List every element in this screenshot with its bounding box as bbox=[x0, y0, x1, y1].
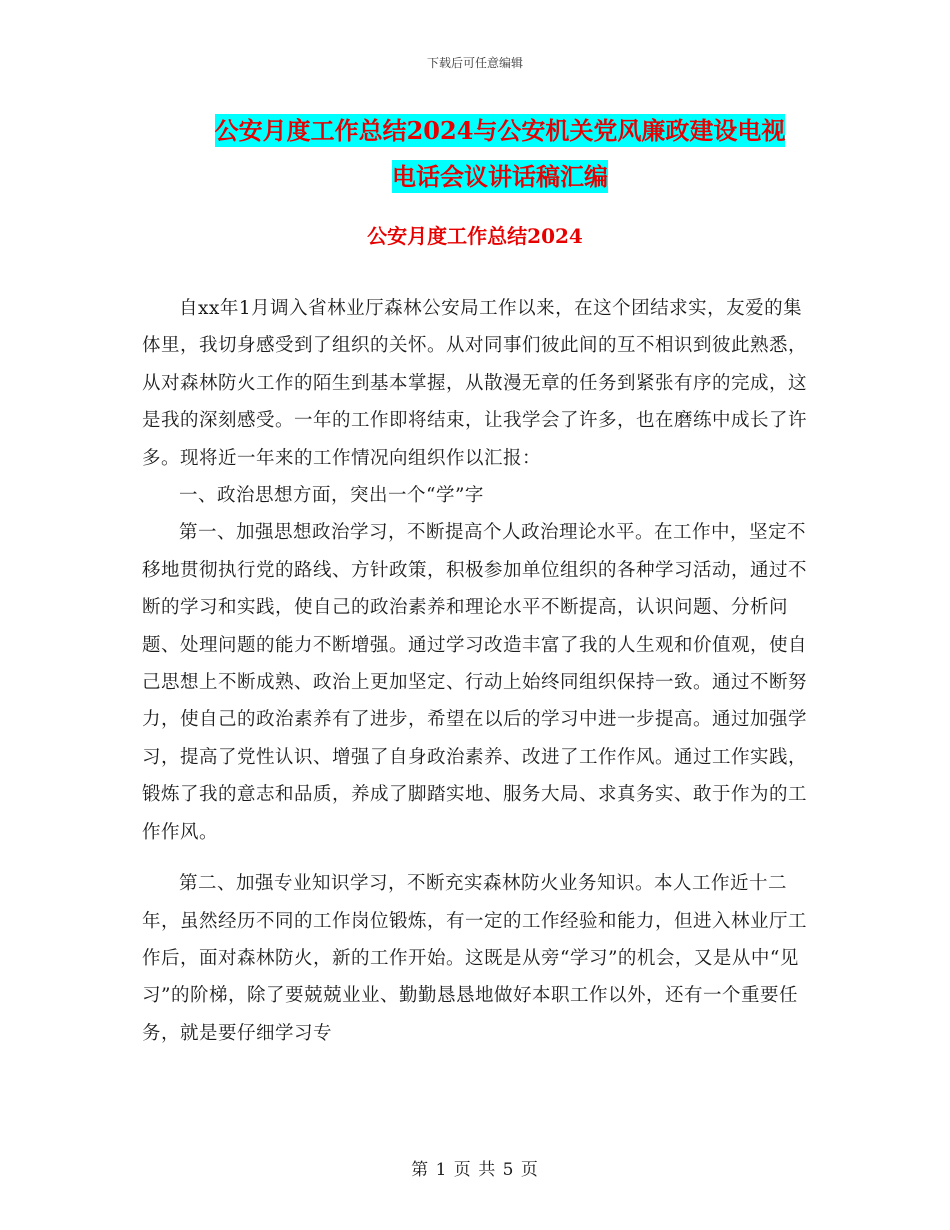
paragraph-second: 第二、加强专业知识学习，不断充实森林防火业务知识。本人工作近十二年，虽然经历不同的工作岗位锻炼，有一定的工作经验和能力，但进入林业厅工作后，面对森林防火，新的工作开始。这既是从旁“学习”的机会，又是从中“见习”的阶梯，除了要兢兢业业、勤勤恳恳地做好本职工作以外，还有一个重要任务，就是要仔细学习专 bbox=[142, 873, 808, 1044]
paragraph-intro: 自xx年1月调入省林业厅森林公安局工作以来，在这个团结求实，友爱的集体里，我切身感受到了组织的关怀。从对同事们彼此间的互不相识到彼此熟悉，从对森林防火工作的陌生到基本掌握，从散漫无章的任务到紧张有序的完成，这是我的深刻感受。一年的工作即将结束，让我学会了许多，也在磨练中成长了许多。现将近一年来的工作情况向组织作以汇报： bbox=[142, 298, 808, 469]
section-subtitle: 公安月度工作总结2024 bbox=[367, 224, 583, 248]
document-title bbox=[150, 108, 850, 200]
title-line-1: 公安月度工作总结2024与公安机关党风廉政建设电视 bbox=[214, 116, 786, 145]
paragraph-first: 第一、加强思想政治学习，不断提高个人政治理论水平。在工作中，坚定不移地贯彻执行党的路线、方针政策，积极参加单位组织的各种学习活动，通过不断的学习和实践，使自己的政治素养和理论水平不断提高，认识问题、分析问题、处理问题的能力不断增强。通过学习改造丰富了我的人生观和价值观，使自己思想上不断成熟、政治上更加坚定、行动上始终同组织保持一致。通过不断努力，使自己的政治素养有了进步，希望在以后的学习中进一步提高。通过加强学习，提高了党性认识、增强了自身政治素养、改进了工作作风。通过工作实践，锻炼了我的意志和品质，养成了脚踏实地、服务大局、求真务实、敢于作为的工作作风。 bbox=[142, 522, 808, 843]
title-line-2: 电话会议讲话稿汇编 bbox=[392, 162, 608, 191]
body-text bbox=[142, 290, 812, 1052]
paragraph-heading-politics: 一、政治思想方面，突出一个“学”字 bbox=[179, 485, 484, 507]
page-header-note: 下载后可任意编辑 bbox=[426, 56, 523, 70]
page-number: 第 1 页 共 5 页 bbox=[411, 1160, 539, 1180]
